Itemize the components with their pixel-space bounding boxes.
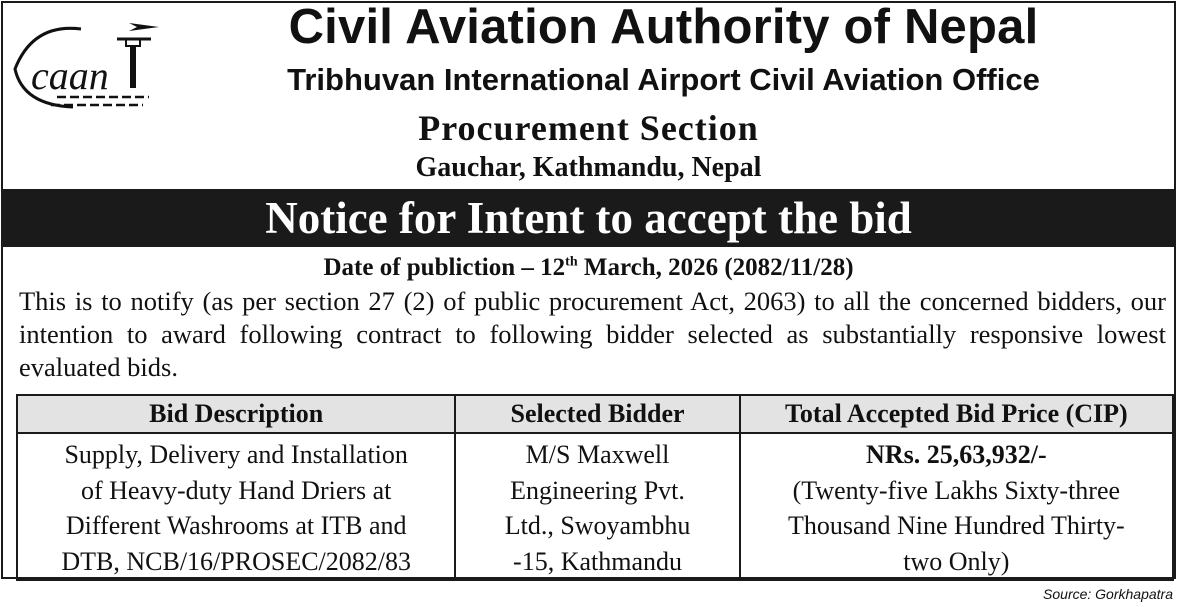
price-words-line: Thousand Nine Hundred Thirty- [787,511,1125,540]
date-superscript: th [565,254,578,270]
table-row [17,433,1173,580]
notice-container [1,1,1176,579]
selected-bidder-cell [455,433,739,580]
section-name: Procurement Section [418,108,759,148]
bid-table [16,394,1174,581]
price-words-line: (Twenty-five Lakhs Sixty-three [792,475,1121,505]
date-prefix: Date of publiction – 12 [323,254,566,281]
bidder-line: Engineering Pvt. [510,475,685,505]
table-header-row [17,395,1173,433]
description-line: Supply, Delivery and Installation [64,440,408,469]
header-bid-price: Total Accepted Bid Price (CIP) [740,395,1173,433]
publication-date [3,254,1174,282]
header-bid-description: Bid Description [17,395,455,433]
svg-text:caan: caan [31,53,109,98]
bidder-line: M/S Maxwell [525,440,670,469]
organization-name: Civil Aviation Authority of Nepal [288,0,1039,54]
notice-body: This is to notify (as per section 27 (2) of public procurement Act, 2063) to all the concerned bidders, our intention to award following contract to following bidder selected as substantially responsive lowest evaluated bids. [19,286,1166,382]
office-name: Tribhuvan International Airport Civil Aviation Office [287,62,1040,97]
bid-price-amount: NRs. 25,63,932/- [866,440,1047,469]
description-line: Different Washrooms at ITB and [65,511,407,540]
bid-description-cell [17,433,455,580]
bidder-line: -15, Kathmandu [513,546,682,576]
office-address: Gauchar, Kathmandu, Nepal [415,152,762,183]
source-credit: Source: Gorkhapatra [1043,586,1173,602]
bid-price-cell [740,433,1173,580]
bidder-line: Ltd., Swoyambhu [504,511,691,540]
caan-logo [11,15,159,115]
notice-title: Notice for Intent to accept the bid [3,189,1174,247]
price-words-line: two Only) [903,546,1010,576]
header-selected-bidder: Selected Bidder [455,395,739,433]
description-line: of Heavy-duty Hand Driers at [80,475,392,505]
date-suffix: March, 2026 (2082/11/28) [577,254,854,281]
description-line: DTB, NCB/16/PROSEC/2082/83 [61,546,411,576]
